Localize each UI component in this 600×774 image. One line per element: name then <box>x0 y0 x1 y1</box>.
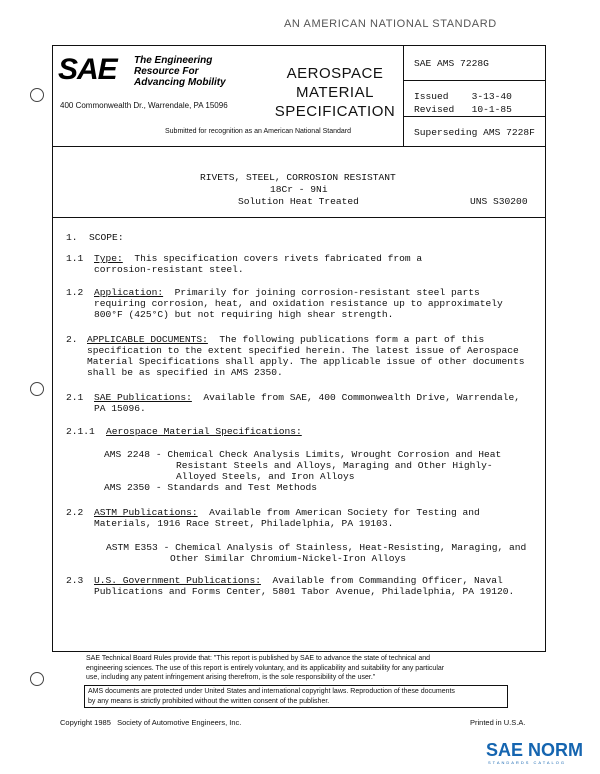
section-2-3-line2: Publications and Forms Center, 5801 Tabor Avenue, Philadelphia, PA 19120. <box>94 586 515 597</box>
section-2-1-1-heading: Aerospace Material Specifications: <box>106 426 302 437</box>
section-1-2-heading: Application: <box>94 287 164 298</box>
sae-tagline <box>134 55 226 88</box>
section-2 <box>87 334 484 346</box>
ams-number: SAE AMS 7228G <box>414 58 489 69</box>
tagline-line: Advancing Mobility <box>134 77 226 88</box>
sae-logo: SAE <box>58 53 117 86</box>
binder-hole-middle <box>30 382 44 396</box>
section-1-2-num: 1.2 <box>66 287 84 298</box>
note-line: engineering sciences. The use of this report is entirely voluntary, and its applicability and suitability for any particular <box>86 664 445 672</box>
revised-date: Revised 10-1-85 <box>414 104 512 115</box>
ams-2248-line3: Alloyed Steels, and Iron Alloys <box>176 471 355 482</box>
section-1-2-line2: requiring corrosion, heat, and oxidation resistance up to approximately <box>94 298 503 309</box>
binder-hole-bottom <box>30 672 44 686</box>
section-1-2-line3: 800°F (425°C) but not requiring high shear strength. <box>94 309 394 320</box>
section-1-heading <box>66 232 124 244</box>
header-right-rule-1 <box>403 80 546 81</box>
sae-address: 400 Commonwealth Dr., Warrendale, PA 15096 <box>60 101 228 110</box>
sae-norm-subtext: STANDARDS CATALOG <box>488 760 567 765</box>
header-right-rule-2 <box>403 116 546 117</box>
document-title: RIVETS, STEEL, CORROSION RESISTANT <box>200 172 396 183</box>
section-1-1 <box>94 253 422 265</box>
section-2-1-1-num: 2.1.1 <box>66 426 95 437</box>
section-2-line3: Material Specifications shall apply. The applicable issue of other documents <box>87 356 525 367</box>
copyright: Copyright 1985 Society of Automotive Engineers, Inc. <box>60 718 242 727</box>
uns-number: UNS S30200 <box>470 196 528 207</box>
section-1-2 <box>94 287 480 299</box>
section-1-1-num: 1.1 <box>66 253 84 264</box>
section-2-3-heading: U.S. Government Publications: <box>94 575 261 586</box>
sae-norm-watermark: SAE NORM <box>486 740 584 760</box>
tagline-line: The Engineering <box>134 55 213 66</box>
note-line: use, including any patent infringement arising therefrom, is the sole responsibility of the user." <box>86 674 376 681</box>
ams-2248-line1: AMS 2248 - Chemical Check Analysis Limits, Wrought Corrosion and Heat <box>104 449 502 460</box>
submitted-note: Submitted for recognition as an American National Standard <box>165 128 351 135</box>
document-condition: Solution Heat Treated <box>238 196 359 207</box>
printed-in: Printed in U.S.A. <box>470 718 526 727</box>
section-2-2 <box>94 507 480 519</box>
section-2-3 <box>94 575 503 587</box>
spec-title-line: AEROSPACE <box>286 65 384 82</box>
title-divider <box>52 217 546 218</box>
section-1-1-line2: corrosion-resistant steel. <box>94 264 244 275</box>
section-2-line: The following publications form a part of this <box>219 334 485 345</box>
document-subtitle: 18Cr - 9Ni <box>270 184 328 195</box>
ams-2248-line2: Resistant Steels and Alloys, Maraging and Other Highly- <box>176 460 493 471</box>
section-2-2-num: 2.2 <box>66 507 84 518</box>
issued-date: Issued 3-13-40 <box>414 91 512 102</box>
binder-hole-top <box>30 88 44 102</box>
section-2-num: 2. <box>66 334 78 345</box>
section-2-2-heading: ASTM Publications: <box>94 507 198 518</box>
section-1-1-line: This specification covers rivets fabricated from a <box>134 253 423 264</box>
notice-line: AMS documents are protected under United States and international copyright laws. Reproduction of these documents <box>88 688 455 695</box>
section-2-line4: shall be as specified in AMS 2350. <box>87 367 283 378</box>
section-1-2-line: Primarily for joining corrosion-resistant steel parts <box>174 287 480 298</box>
ams-2350: AMS 2350 - Standards and Test Methods <box>104 482 318 493</box>
header-vertical-rule <box>403 45 404 147</box>
spec-title <box>270 64 400 121</box>
technical-board-note <box>86 654 526 683</box>
astm-e353-line2: Other Similar Chromium-Nickel-Iron Alloys <box>170 553 407 564</box>
tagline-line: Resource For <box>134 66 199 77</box>
section-2-1-line: Available from SAE, 400 Commonwealth Drive, Warrendale, <box>203 392 521 403</box>
section-2-heading: APPLICABLE DOCUMENTS: <box>87 334 208 345</box>
section-2-2-line2: Materials, 1916 Race Street, Philadelphia, PA 19103. <box>94 518 394 529</box>
section-2-3-num: 2.3 <box>66 575 84 586</box>
section-2-1-num: 2.1 <box>66 392 84 403</box>
section-2-1 <box>94 392 520 404</box>
header-divider <box>52 146 546 147</box>
section-2-1-line2: PA 15096. <box>94 403 146 414</box>
section-2-line2: specification to the extent specified herein. The latest issue of Aerospace <box>87 345 519 356</box>
top-banner: AN AMERICAN NATIONAL STANDARD <box>284 18 497 30</box>
copyright-notice-box <box>84 685 508 708</box>
section-2-2-line: Available from American Society for Testing and <box>209 507 480 518</box>
superseding: Superseding AMS 7228F <box>414 127 535 138</box>
spec-title-line: SPECIFICATION <box>274 103 396 120</box>
section-1-text: 1. SCOPE: <box>66 232 124 243</box>
note-line: SAE Technical Board Rules provide that: "This report is published by SAE to advance the state of technical and <box>86 655 430 662</box>
section-2-1-heading: SAE Publications: <box>94 392 192 403</box>
notice-line: by any means is strictly prohibited without the written consent of the publisher. <box>88 697 330 705</box>
section-2-3-line: Available from Commanding Officer, Naval <box>272 575 503 586</box>
spec-title-line: MATERIAL <box>296 84 374 101</box>
astm-e353-line1: ASTM E353 - Chemical Analysis of Stainless, Heat-Resisting, Maraging, and <box>106 542 527 553</box>
section-1-1-heading: Type: <box>94 253 123 264</box>
